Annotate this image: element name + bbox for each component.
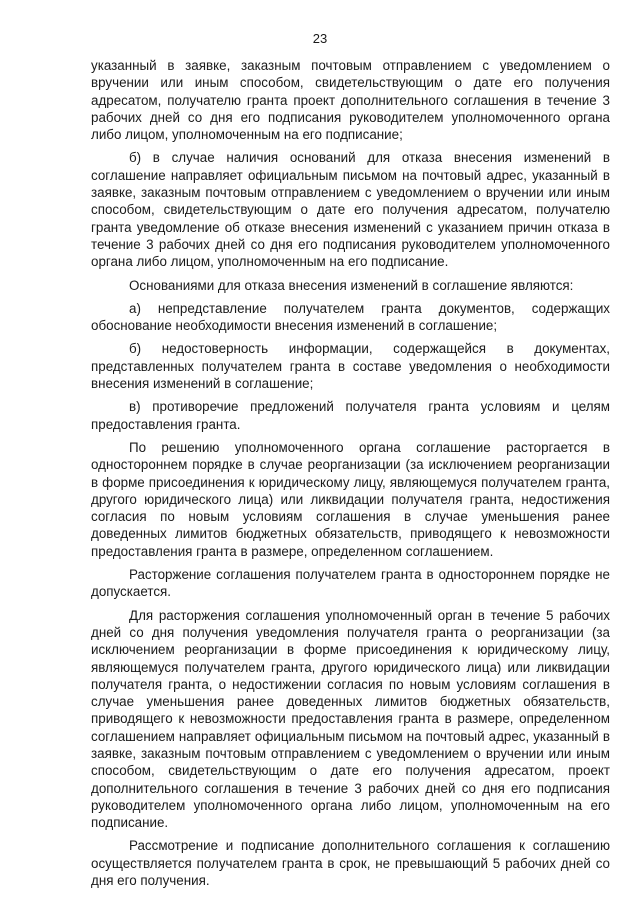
page-number: 23 xyxy=(312,31,328,46)
paragraph-review-signing: Рассмотрение и подписание дополнительного соглашения к соглашению осуществляется получателем гранта в срок, не превышающий 5 рабочих дней со дня его получения. xyxy=(91,838,610,889)
paragraph-termination-not-allowed: Расторжение соглашения получателем гранта в одностороннем порядке не допускается. xyxy=(91,567,610,600)
paragraph-item-b-refusal: б) в случае наличия оснований для отказа внесения изменений в соглашение направляет официальным письмом на почтовый адрес, указанный в заявке, заказным почтовым отправлением с уведомлением о вручении или иным способом, свидетельствующим о дате его получения адресатом, получателю гранта уведомление об отказе внесения изменений с указанием причин отказа в течение 3 рабочих дней со дня его подписания руководителем уполномоченного органа либо лицом, уполномоченным на его подписание. xyxy=(91,150,610,270)
paragraph-continuation: указанный в заявке, заказным почтовым отправлением с уведомлением о вручении или иным способом, свидетельствующим о дате его получения адресатом, получателю гранта проект дополнительного соглашения в течение 3 рабочих дней со дня его подписания руководителем уполномоченного органа либо лицом, уполномоченным на его подписание; xyxy=(91,58,610,143)
paragraph-termination-procedure: Для расторжения соглашения уполномоченный орган в течение 5 рабочих дней со дня получения уведомления получателя гранта о реорганизации (за исключением реорганизации в форме присоединения к юридическому лицу, являющемуся получателем гранта, другого юридического лица) или ликвидации получателя гранта, о недостижении согласия по новым условиям соглашения в случае уменьшения ранее доведенных лимитов бюджетных обязательств, приводящего к невозможности предоставления гранта в размере, определенном соглашением направляет официальным письмом на почтовый адрес, указанный в заявке, заказным почтовым отправлением с уведомлением о вручении или иным способом, свидетельствующим о дате его получения адресатом, проект дополнительного соглашения в течение 3 рабочих дней со дня его подписания руководителем уполномоченного органа либо лицом, уполномоченным на его подписание. xyxy=(91,607,610,831)
document-body xyxy=(91,57,610,895)
paragraph-ground-c: в) противоречие предложений получателя гранта условиям и целям предоставления гранта. xyxy=(91,399,610,432)
paragraph-ground-b: б) недостоверность информации, содержащейся в документах, представленных получателем гранта в составе уведомления о необходимости внесения изменений в соглашение; xyxy=(91,341,610,392)
paragraph-unilateral-termination: По решению уполномоченного органа соглашение расторгается в одностороннем порядке в случае реорганизации (за исключением реорганизации в форме присоединения к юридическому лицу, являющемуся получателем гранта, другого юридического лица) или ликвидации получателя гранта, недостижения согласия по новым условиям соглашения в случае уменьшения ранее доведенных лимитов бюджетных обязательств, приводящего к невозможности предоставления гранта в размере, определенном соглашением. xyxy=(91,439,610,559)
paragraph-ground-a: а) непредставление получателем гранта документов, содержащих обоснование необходимости внесения изменений в соглашение; xyxy=(91,300,610,334)
paragraph-refusal-grounds-heading: Основаниями для отказа внесения изменений в соглашение являются: xyxy=(129,277,574,293)
